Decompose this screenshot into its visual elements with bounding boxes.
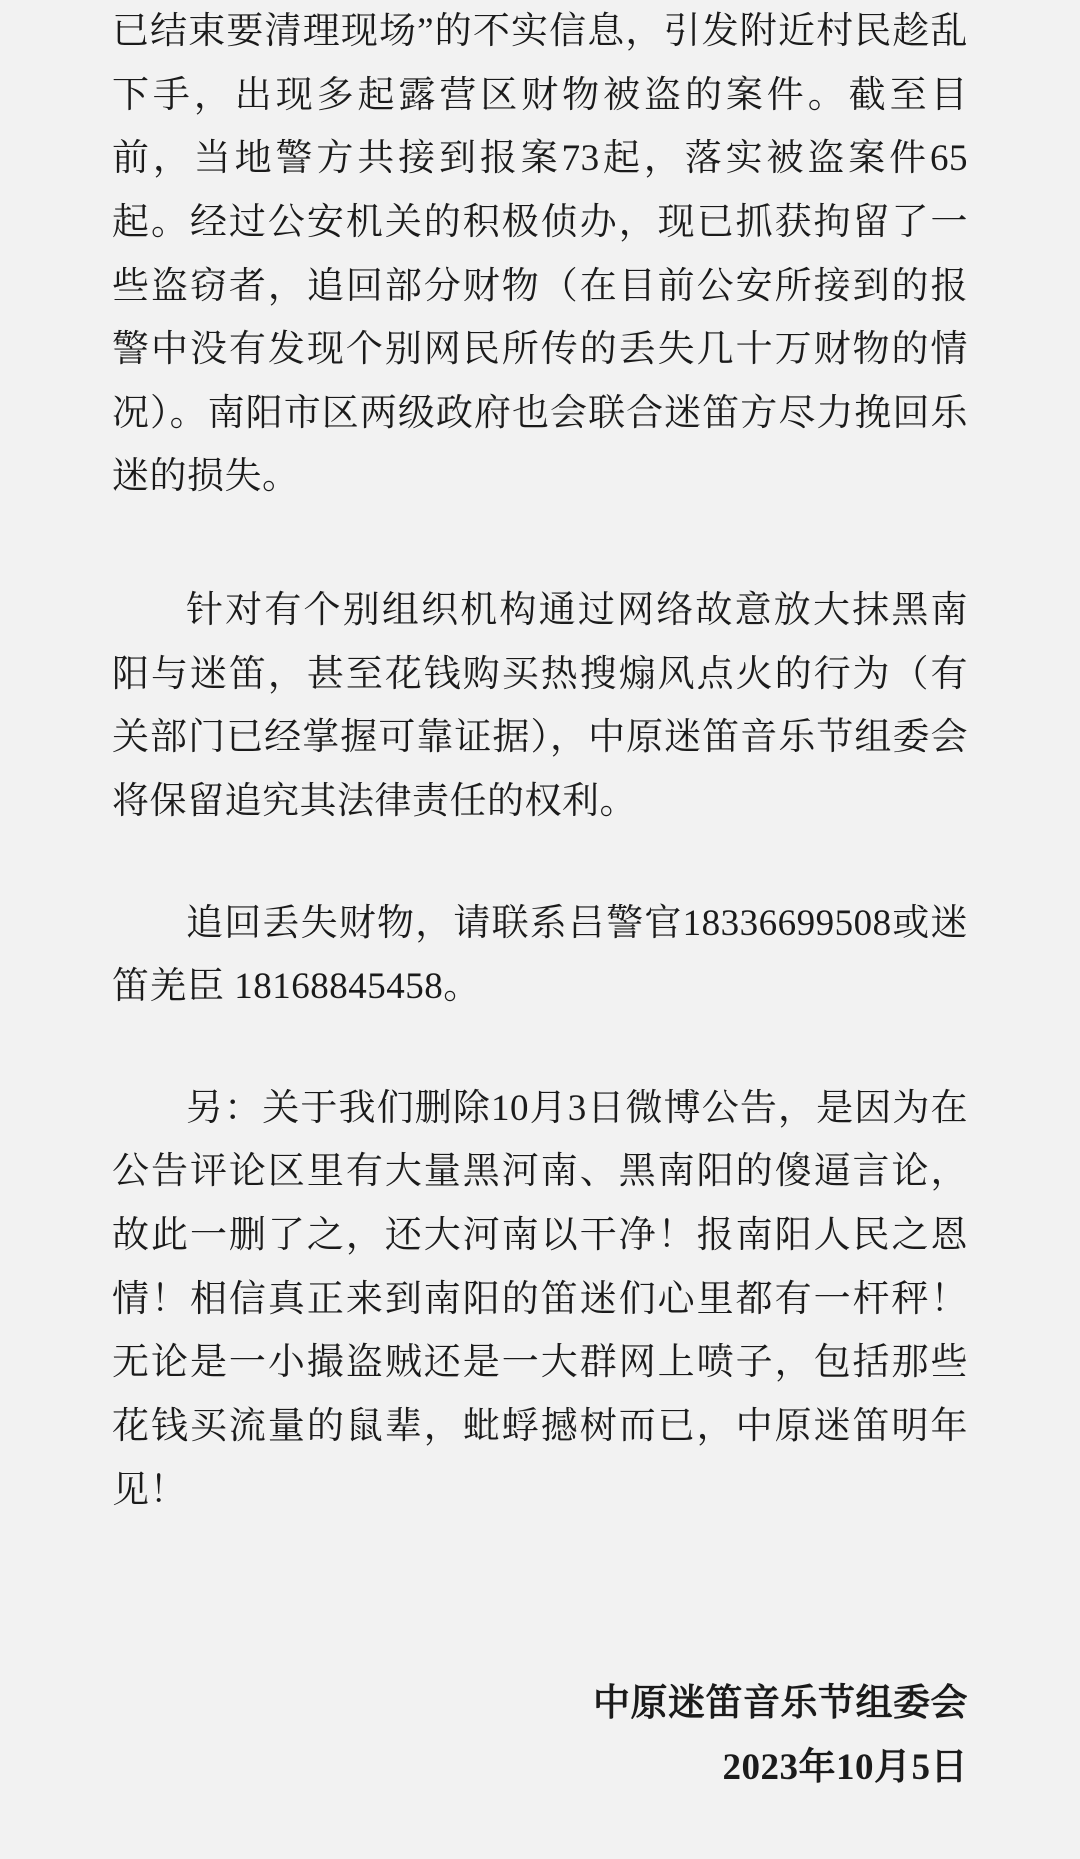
- paragraph-spacer: [112, 1019, 968, 1077]
- signature-organization: 中原迷笛音乐节组委会: [593, 1683, 968, 1725]
- signature-date: 2023年10月5日: [722, 1746, 968, 1788]
- document-body: [112, 0, 968, 1522]
- paragraph-spacer: [112, 509, 968, 579]
- paragraph-spacer: [112, 834, 968, 892]
- paragraph-legal-rights: 针对有个别组织机构通过网络故意放大抹黑南阳与迷笛，甚至花钱购买热搜煽风点火的行为（有关部门已经掌握可靠证据），中原迷笛音乐节组委会将保留追究其法律责任的权利。: [112, 590, 968, 822]
- signature-block: [112, 1672, 968, 1799]
- bottom-spacer: [112, 1799, 968, 1859]
- paragraph-contact-info: 追回丢失财物，请联系吕警官18336699508或迷笛羌臣 18168845458。: [112, 902, 968, 1008]
- paragraph-theft-report: 已结束要清理现场”的不实信息，引发附近村民趁乱下手，出现多起露营区财物被盗的案件。截至目前，当地警方共接到报案73起，落实被盗案件65起。经过公安机关的积极侦办，现已抓获拘留了一些盗窃者，追回部分财物（在目前公安所接到的报警中没有发现个别网民所传的丢失几十万财物的情况）。南阳市区两级政府也会联合迷笛方尽力挽回乐迷的损失。: [112, 11, 968, 498]
- paragraph-weibo-deletion-note: 另：关于我们删除10月3日微博公告，是因为在公告评论区里有大量黑河南、黑南阳的傻逼言论，故此一删了之，还大河南以干净！报南阳人民之恩情！相信真正来到南阳的笛迷们心里都有一杆秤！无论是一小撮盗贼还是一大群网上喷子，包括那些花钱买流量的鼠辈，蚍蜉撼树而已，中原迷笛明年见！: [112, 1087, 968, 1511]
